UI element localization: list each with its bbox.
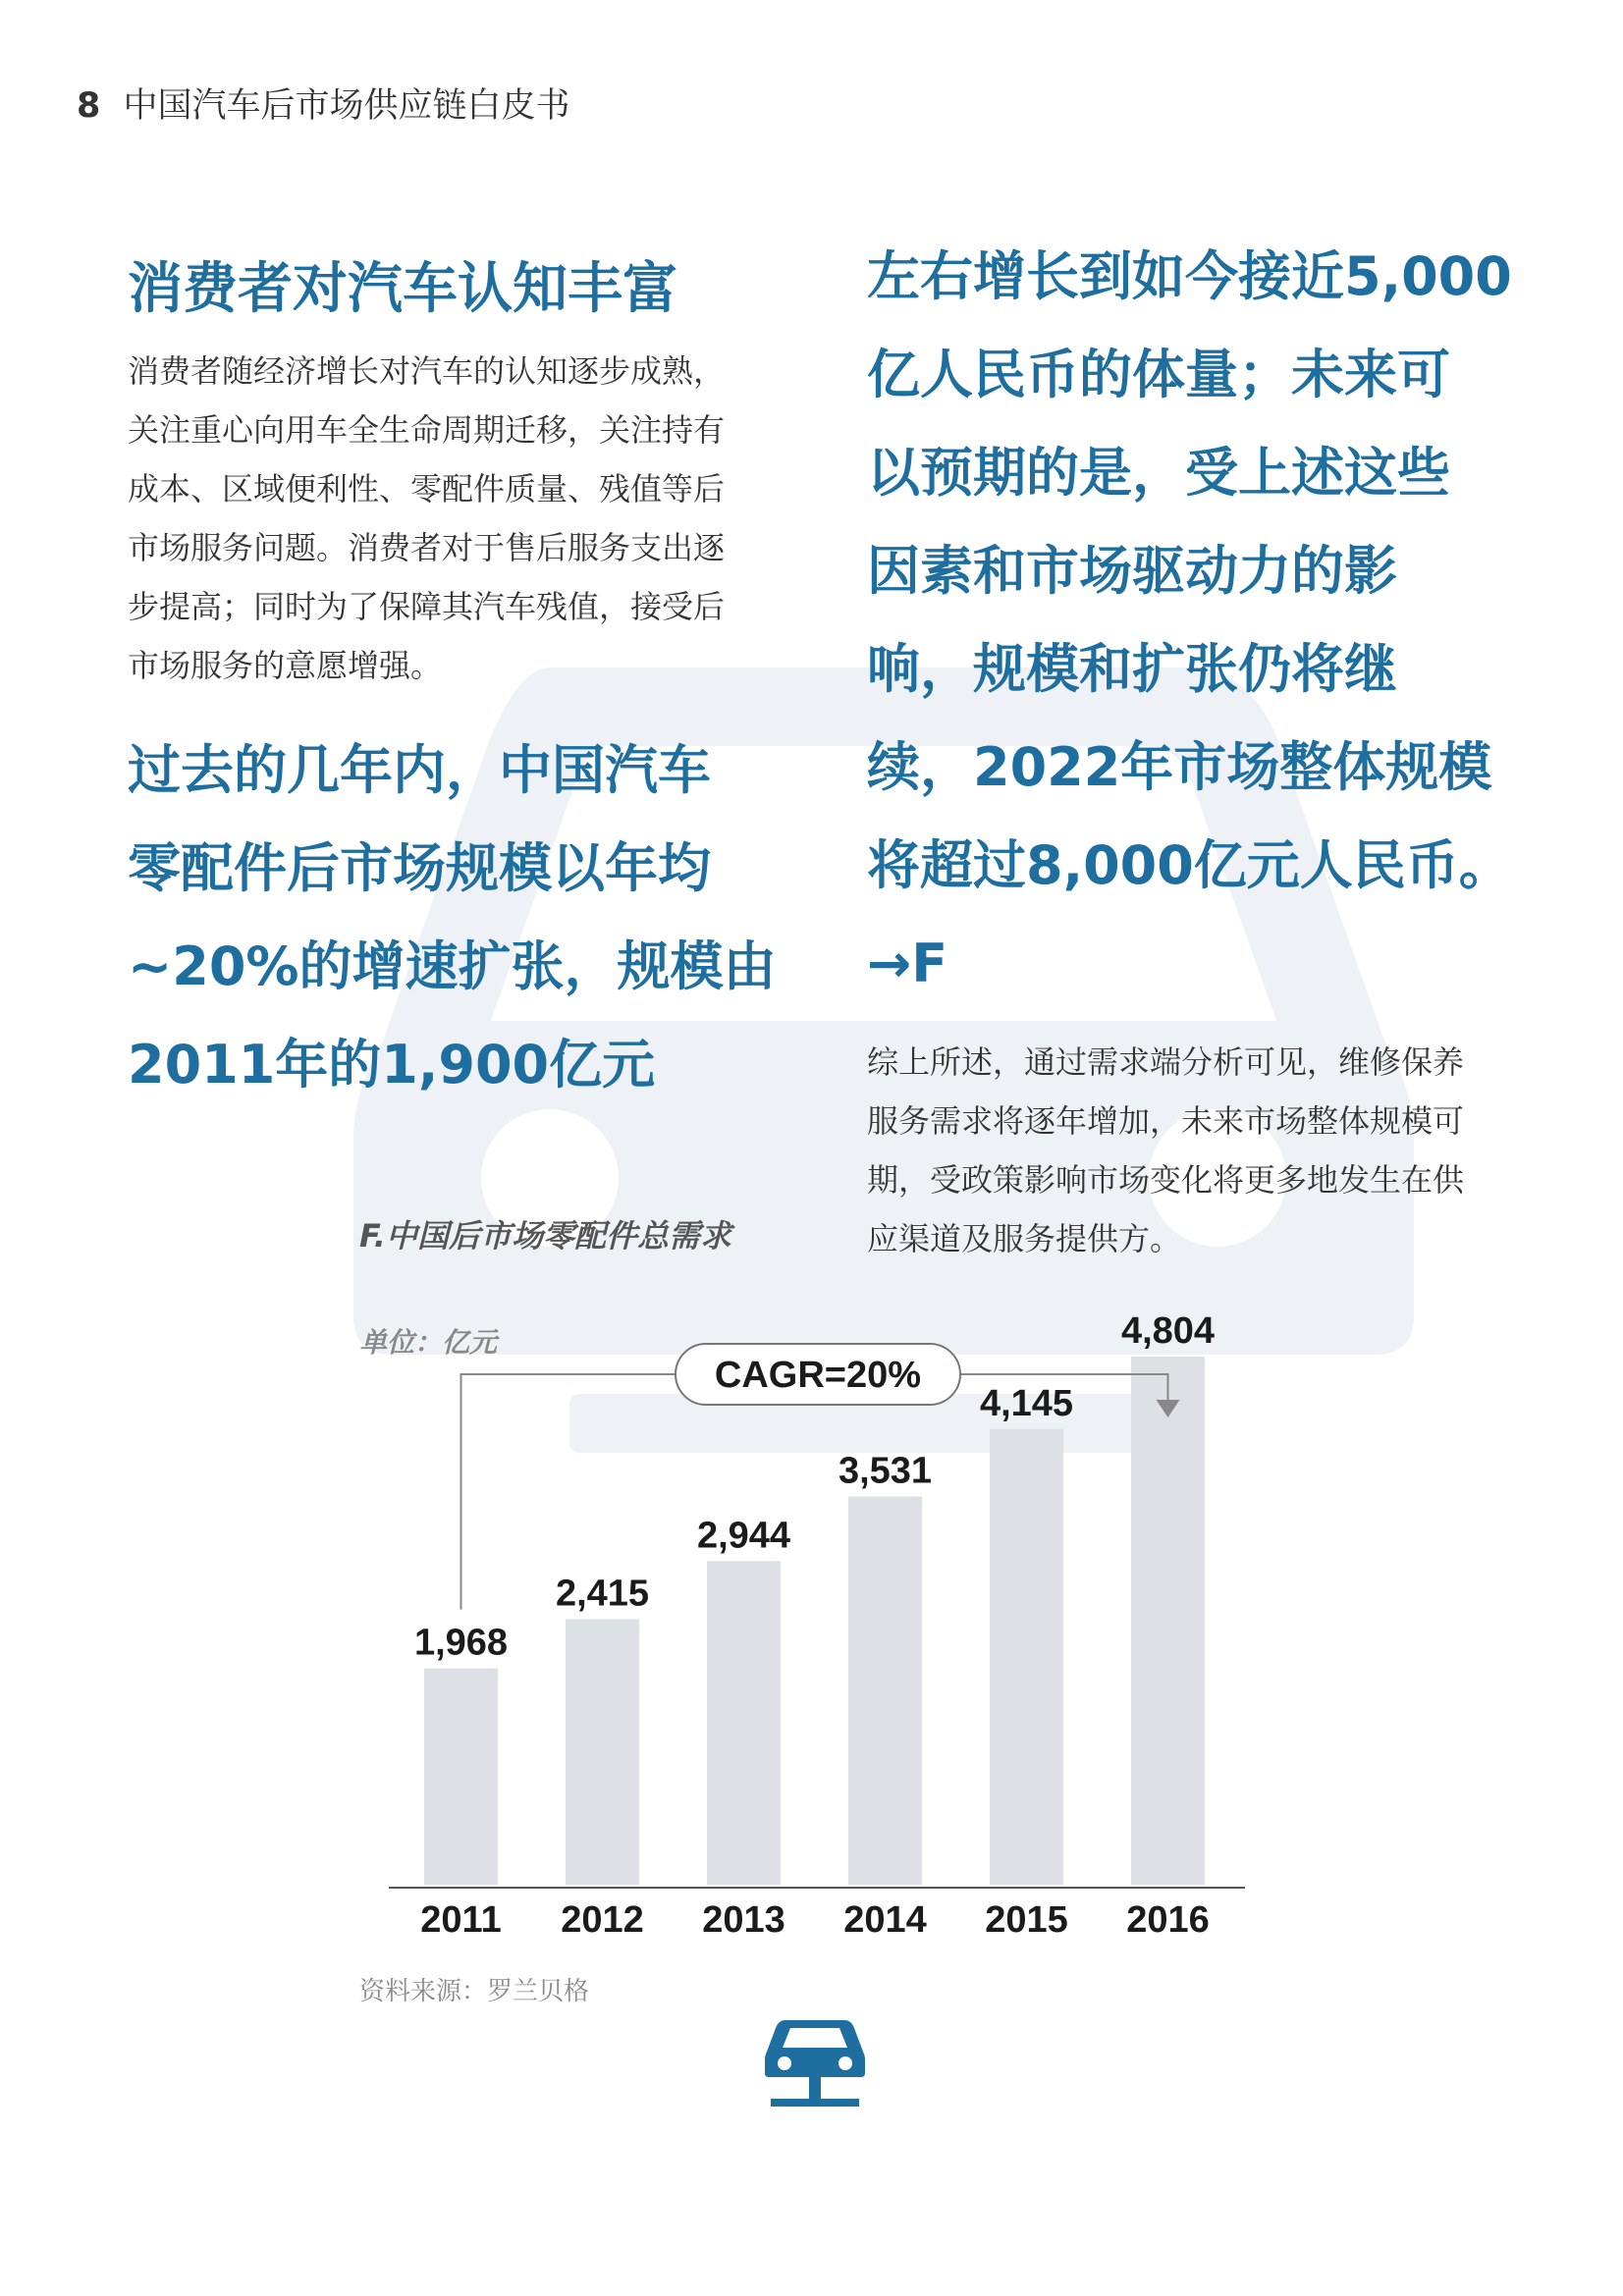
x-tick-label: 2014 — [843, 1899, 927, 1941]
page-number: 8 — [77, 86, 101, 126]
document-title: 中国汽车后市场供应链白皮书 — [123, 86, 570, 126]
figure-reference: →F — [867, 933, 948, 994]
highlight-line: 2011年的1,900亿元 — [128, 1034, 656, 1095]
highlight-line: 因素和市场驱动力的影 — [867, 540, 1397, 602]
paragraph-line: 期，受政策影响市场变化将更多地发生在供 — [867, 1161, 1465, 1199]
value-label: 1,968 — [413, 1622, 509, 1664]
highlight-line: 左右增长到如今接近5,000 — [867, 245, 1512, 307]
value-label: 4,145 — [979, 1382, 1074, 1424]
chart-source: 资料来源：罗兰贝格 — [359, 1977, 590, 2006]
highlight-line: 过去的几年内，中国汽车 — [128, 739, 711, 801]
bar-2011 — [424, 1669, 498, 1885]
highlight-line: 响，规模和扩张仍将继 — [867, 638, 1397, 700]
chart-unit-label: 单位：亿元 — [359, 1326, 498, 1359]
highlight-line: 零配件后市场规模以年均 — [128, 837, 711, 899]
value-label: 2,944 — [696, 1515, 791, 1557]
x-tick-label: 2012 — [561, 1899, 644, 1941]
paragraph-line: 消费者随经济增长对汽车的认知逐步成熟， — [128, 352, 726, 390]
highlight-line: 亿人民币的体量；未来可 — [867, 344, 1450, 405]
x-tick-label: 2011 — [420, 1899, 502, 1941]
value-label: 4,804 — [1120, 1309, 1216, 1352]
paragraph-line: 步提高；同时为了保障其汽车残值，接受后 — [128, 588, 726, 625]
x-tick-label: 2016 — [1126, 1899, 1210, 1941]
highlight-line: 以预期的是，受上述这些 — [867, 442, 1450, 504]
bar-2012 — [566, 1620, 639, 1885]
x-tick-label: 2015 — [985, 1899, 1068, 1941]
x-tick-label: 2013 — [702, 1899, 785, 1941]
paragraph-line: 关注重心向用车全生命周期迁移，关注持有 — [128, 411, 726, 449]
section-heading: 消费者对汽车认知丰富 — [128, 257, 677, 321]
bar-2014 — [848, 1497, 922, 1885]
paragraph-line: 成本、区域便利性、零配件质量、残值等后 — [128, 470, 726, 507]
chart-title: F.中国后市场零配件总需求 — [359, 1217, 731, 1255]
paragraph-line: 市场服务的意愿增强。 — [128, 647, 443, 684]
bar-2015 — [990, 1429, 1063, 1885]
value-label: 3,531 — [838, 1450, 933, 1492]
highlight-line: 续，2022年市场整体规模 — [867, 736, 1492, 798]
cagr-label: CAGR=20% — [714, 1355, 922, 1396]
paragraph-line: 综上所述，通过需求端分析可见，维修保养 — [867, 1043, 1465, 1081]
car-lift-icon — [761, 2002, 869, 2110]
highlight-line: 将超过8,000亿元人民币。 — [867, 834, 1512, 896]
paragraph-line: 服务需求将逐年增加，未来市场整体规模可 — [867, 1102, 1465, 1140]
bar-2013 — [707, 1561, 781, 1885]
highlight-line: ~20%的增速扩张，规模由 — [128, 935, 777, 997]
paragraph-line: 市场服务问题。消费者对于售后服务支出逐 — [128, 529, 726, 566]
paragraph-line: 应渠道及服务提供方。 — [867, 1220, 1182, 1257]
value-label: 2,415 — [555, 1573, 650, 1615]
bar-2016 — [1131, 1357, 1205, 1885]
